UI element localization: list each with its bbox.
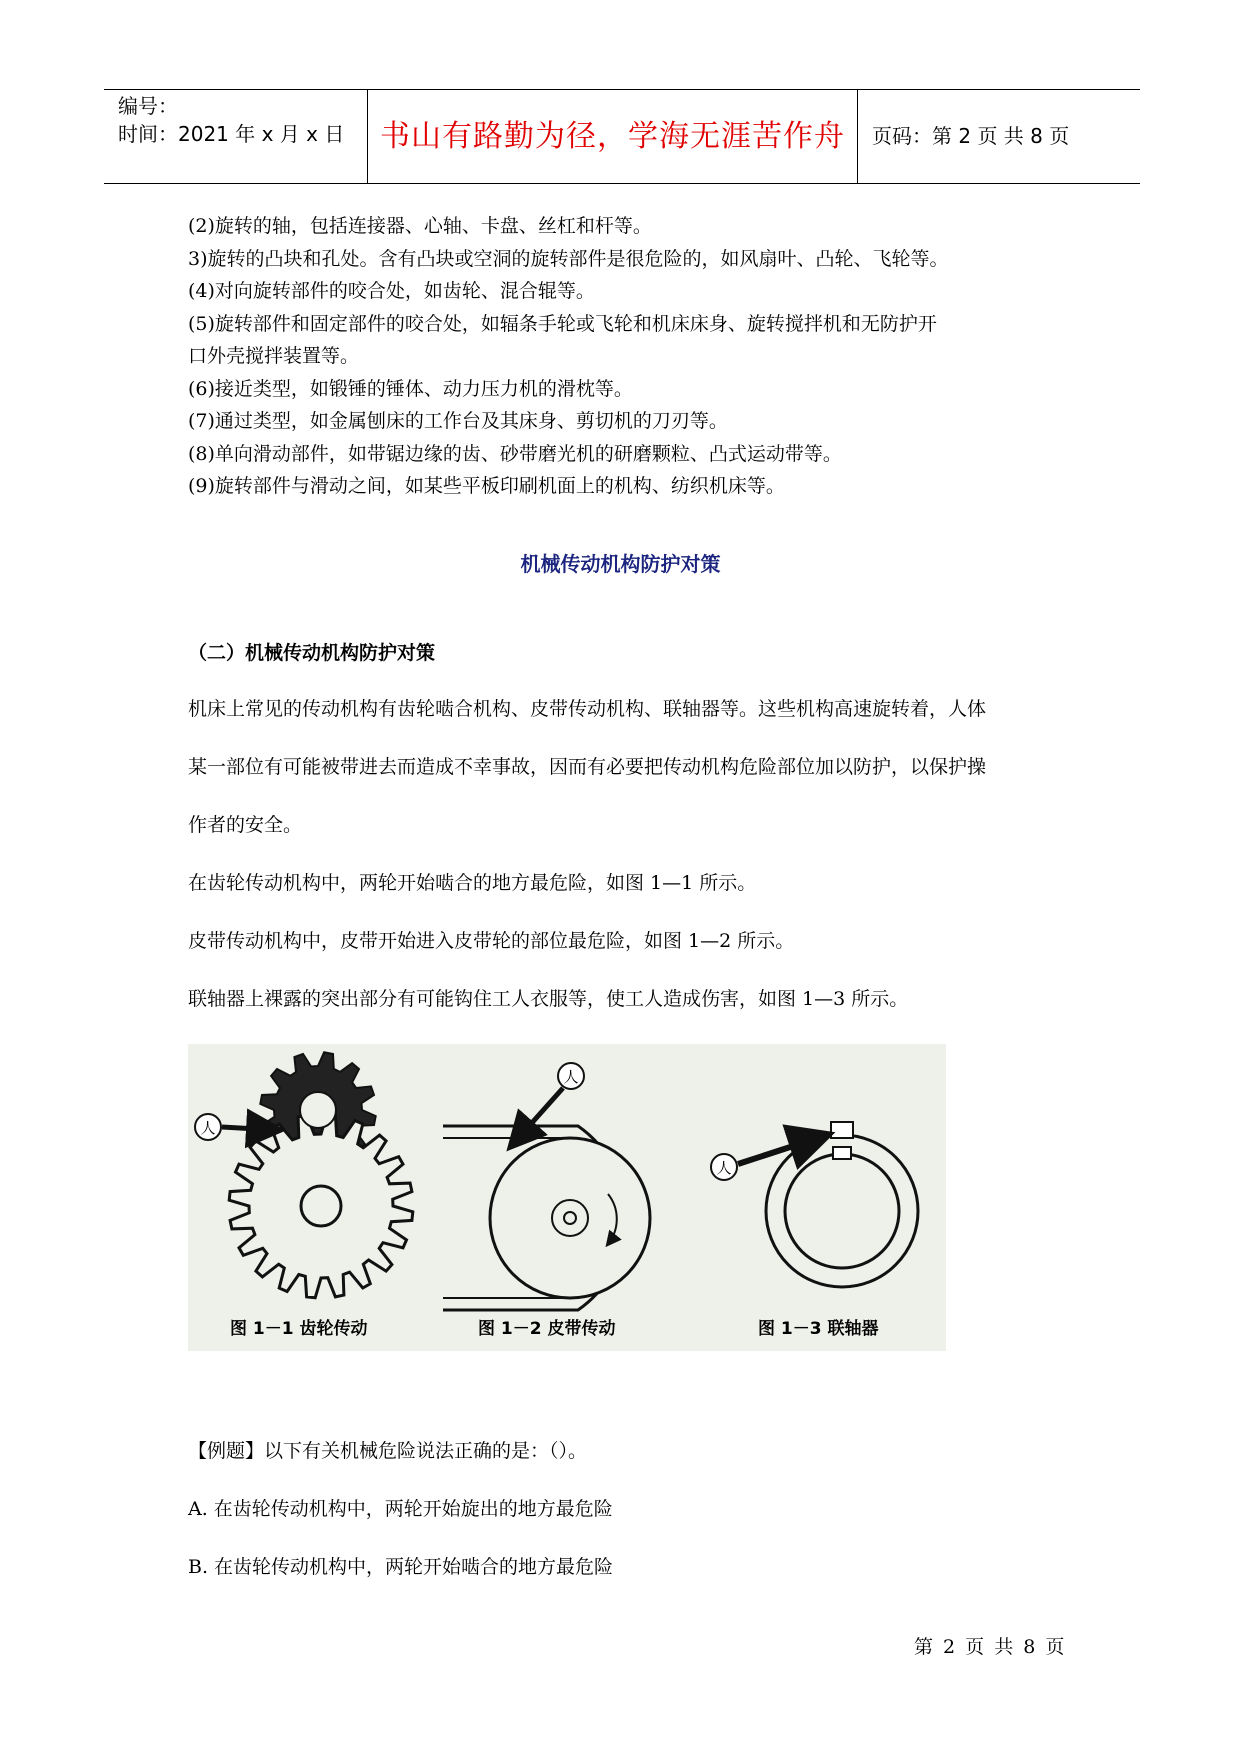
document-header (104, 89, 1140, 184)
page-code: 页码：第 2 页 共 8 页 (872, 124, 1070, 148)
time-label: 时间：2021 年 x 月 x 日 (118, 122, 345, 146)
figure-caption: 图 1－3 联轴器 (758, 1319, 879, 1339)
number-label: 编号： (118, 94, 178, 118)
header-meta (104, 90, 366, 183)
list-item: (2)旋转的轴，包括连接器、心轴、卡盘、丝杠和杆等。 (188, 215, 652, 237)
paragraph-line: 在齿轮传动机构中，两轮开始啮合的地方最危险，如图 1—1 所示。 (188, 872, 757, 894)
list-item: 3)旋转的凸块和孔处。含有凸块或空洞的旋转部件是很危险的，如风扇叶、凸轮、飞轮等。 (188, 247, 949, 270)
list-item: (4)对向旋转部件的咬合处，如齿轮、混合辊等。 (188, 280, 595, 302)
transmission-illustration (188, 1044, 946, 1351)
small-gear-hub (300, 1092, 336, 1128)
header-motto-cell (367, 90, 858, 183)
figure-caption: 图 1－1 齿轮传动 (230, 1319, 368, 1339)
hazard-list (188, 210, 1068, 503)
list-item: 口外壳搅拌装置等。 (188, 345, 360, 367)
list-item: (7)通过类型，如金属刨床的工作台及其床身、剪切机的刀刃等。 (188, 410, 728, 432)
subheading: （二）机械传动机构防护对策 (188, 642, 436, 664)
transmission-figure (188, 1044, 946, 1351)
paragraph-line: 皮带传动机构中，皮带开始进入皮带轮的部位最危险，如图 1—2 所示。 (188, 930, 795, 952)
option-a: A. 在齿轮传动机构中，两轮开始旋出的地方最危险 (188, 1498, 613, 1520)
option-b: B. 在齿轮传动机构中，两轮开始啮合的地方最危险 (188, 1556, 614, 1578)
figure-caption: 图 1－2 皮带传动 (478, 1319, 616, 1339)
paragraph-line: 某一部位有可能被带进去而造成不幸事故，因而有必要把传动机构危险部位加以防护，以保护操 (188, 756, 987, 778)
person-label: 人 (716, 1159, 732, 1177)
pulley-wheel (490, 1138, 650, 1298)
paragraph-line: 联轴器上裸露的突出部分有可能钩住工人衣服等，使工人造成伤害，如图 1—3 所示。 (188, 988, 909, 1010)
motto: 书山有路勤为径，学海无涯苦作舟 (380, 119, 845, 154)
question-stem: 【例题】以下有关机械危险说法正确的是：（）。 (188, 1440, 588, 1462)
coupling-key (833, 1147, 851, 1159)
header-page-cell (858, 90, 1140, 183)
large-gear-hub (301, 1186, 341, 1226)
paragraph-line: 机床上常见的传动机构有齿轮啮合机构、皮带传动机构、联轴器等。这些机构高速旋转着，人体 (188, 698, 987, 720)
page-footer: 第 2 页 共 8 页 (914, 1636, 1067, 1658)
list-item: (9)旋转部件与滑动之间，如某些平板印刷机面上的机构、纺织机床等。 (188, 475, 785, 497)
coupling-protrusion (831, 1122, 853, 1138)
coupling-inner (785, 1154, 899, 1268)
section-title: 机械传动机构防护对策 (520, 552, 721, 576)
list-item: (8)单向滑动部件，如带锯边缘的齿、砂带磨光机的研磨颗粒、凸式运动带等。 (188, 442, 842, 465)
danger-arrow (222, 1127, 276, 1130)
paragraph-line: 作者的安全。 (188, 814, 303, 836)
person-label: 人 (563, 1068, 579, 1086)
list-item: (5)旋转部件和固定部件的咬合处，如辐条手轮或飞轮和机床床身、旋转搅拌机和无防护开 (188, 312, 937, 335)
person-label: 人 (200, 1119, 216, 1137)
danger-arrow (513, 1088, 563, 1144)
list-item: (6)接近类型，如锻锤的锤体、动力压力机的滑枕等。 (188, 377, 633, 400)
